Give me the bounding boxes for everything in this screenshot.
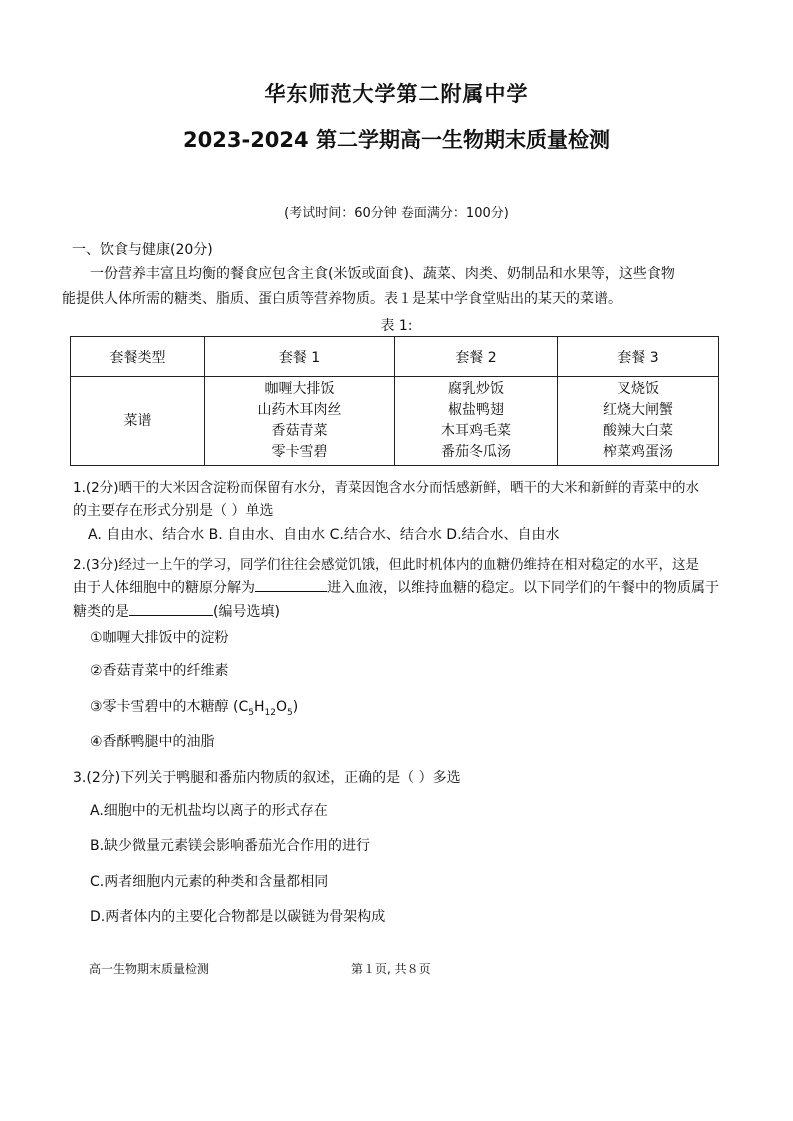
table-row [71, 377, 719, 466]
formula-subscript: 12 [264, 707, 276, 718]
formula-part: H [253, 699, 265, 715]
meal-item: 山药木耳肉丝 [257, 402, 342, 418]
intro-line-1: 一份营养丰富且均衡的餐食应包含主食(米饭或面食)、蔬菜、肉类、奶制品和水果等，这些食物 [90, 266, 675, 282]
q2-line-3 [73, 601, 280, 621]
q3-option-b: B.缺少微量元素镁会影响番茄光合作用的进行 [90, 838, 371, 854]
q3-option-a: A.细胞中的无机盐均以离子的形式存在 [90, 803, 328, 819]
table-caption: 表 1: [380, 318, 413, 334]
answer-blank-1[interactable] [255, 577, 327, 592]
meal-cell-3 [558, 377, 719, 466]
meal-item: 榨菜鸡蛋汤 [603, 444, 673, 460]
table-header-cell: 套餐类型 [71, 337, 205, 377]
table-header-cell: 套餐 3 [558, 337, 719, 377]
table-header-row [71, 337, 719, 377]
q1-line-2: 的主要存在形式分别是（ ）单选 [73, 503, 274, 519]
meal-item: 叉烧饭 [617, 381, 659, 397]
exam-info: (考试时间：60分钟 卷面满分：100分) [284, 206, 509, 221]
meal-item: 腐乳炒饭 [448, 381, 504, 397]
q1-line-1: 1.(2分)晒干的大米因含淀粉而保留有水分，青菜因饱含水分而恬感新鲜，晒干的大米和新鲜的青菜中的水 [73, 480, 700, 496]
q2-item-1: ①咖喱大排饭中的淀粉 [90, 630, 229, 646]
q2-line-2-end: 进入血液，以维持血糖的稳定。以下同学们的午餐中的物质属于 [327, 580, 719, 596]
meal-cell-1 [205, 377, 395, 466]
q1-options: A. 自由水、结合水 B. 自由水、自由水 C.结合水、结合水 D.结合水、自由水 [88, 527, 560, 543]
school-name: 华东师范大学第二附属中学 [264, 82, 529, 106]
table-header-cell: 套餐 2 [395, 337, 558, 377]
q2-line-2 [73, 577, 719, 597]
answer-blank-2[interactable] [129, 601, 213, 616]
meal-item: 红烧大闸蟹 [603, 402, 673, 418]
meal-item: 零卡雪碧 [271, 444, 328, 460]
q2-item-3-prefix: ③零卡雪碧中的木糖醇 (C [90, 699, 249, 715]
meal-item: 番茄冬瓜汤 [441, 444, 511, 460]
row-label-cell: 菜谱 [71, 377, 205, 466]
q2-item-3 [90, 696, 298, 718]
formula-part: O [275, 699, 287, 715]
page-number: 第１页, 共８页 [351, 962, 431, 976]
exam-title: 2023-2024 第二学期高一生物期末质量检测 [183, 128, 610, 152]
q2-line-3-end: (编号选填) [213, 604, 280, 620]
formula-subscript: 5 [248, 707, 254, 718]
q3-option-c: C.两者细胞内元素的种类和含量都相同 [90, 874, 329, 890]
q2-line-1: 2.(3分)经过一上午的学习，同学们往往会感觉饥饿，但此时机体内的血糖仍维持在相对稳定的水平，这是 [73, 557, 700, 573]
meal-item: 咖喱大排饭 [264, 381, 335, 397]
menu-table [70, 336, 719, 466]
meal-item: 香菇青菜 [271, 423, 328, 439]
table-header-cell: 套餐 1 [205, 337, 395, 377]
meal-item: 椒盐鸭翅 [448, 402, 504, 418]
meal-cell-2 [395, 377, 558, 466]
q2-item-3-suffix: ) [292, 699, 299, 715]
q2-item-2: ②香菇青菜中的纤维素 [90, 663, 229, 679]
q3-stem: 3.(2分)下列关于鸭腿和番茄内物质的叙述，正确的是（ ）多选 [73, 770, 461, 786]
formula-subscript: 5 [287, 707, 293, 718]
meal-item: 木耳鸡毛菜 [441, 423, 511, 439]
meal-item: 酸辣大白菜 [603, 423, 673, 439]
intro-line-2: 能提供人体所需的糖类、脂质、蛋白质等营养物质。表１是某中学食堂贴出的某天的菜谱。 [62, 291, 622, 307]
section-heading: 一、饮食与健康(20分) [72, 242, 213, 258]
q2-line-2-start: 由于人体细胞中的糖原分解为 [73, 580, 255, 596]
footer-title: 高一生物期末质量检测 [89, 962, 210, 976]
q2-line-3-start: 糖类的是 [73, 604, 129, 620]
q3-option-d: D.两者体内的主要化合物都是以碳链为骨架构成 [90, 909, 386, 925]
q2-item-4: ④香酥鸭腿中的油脂 [90, 734, 215, 750]
